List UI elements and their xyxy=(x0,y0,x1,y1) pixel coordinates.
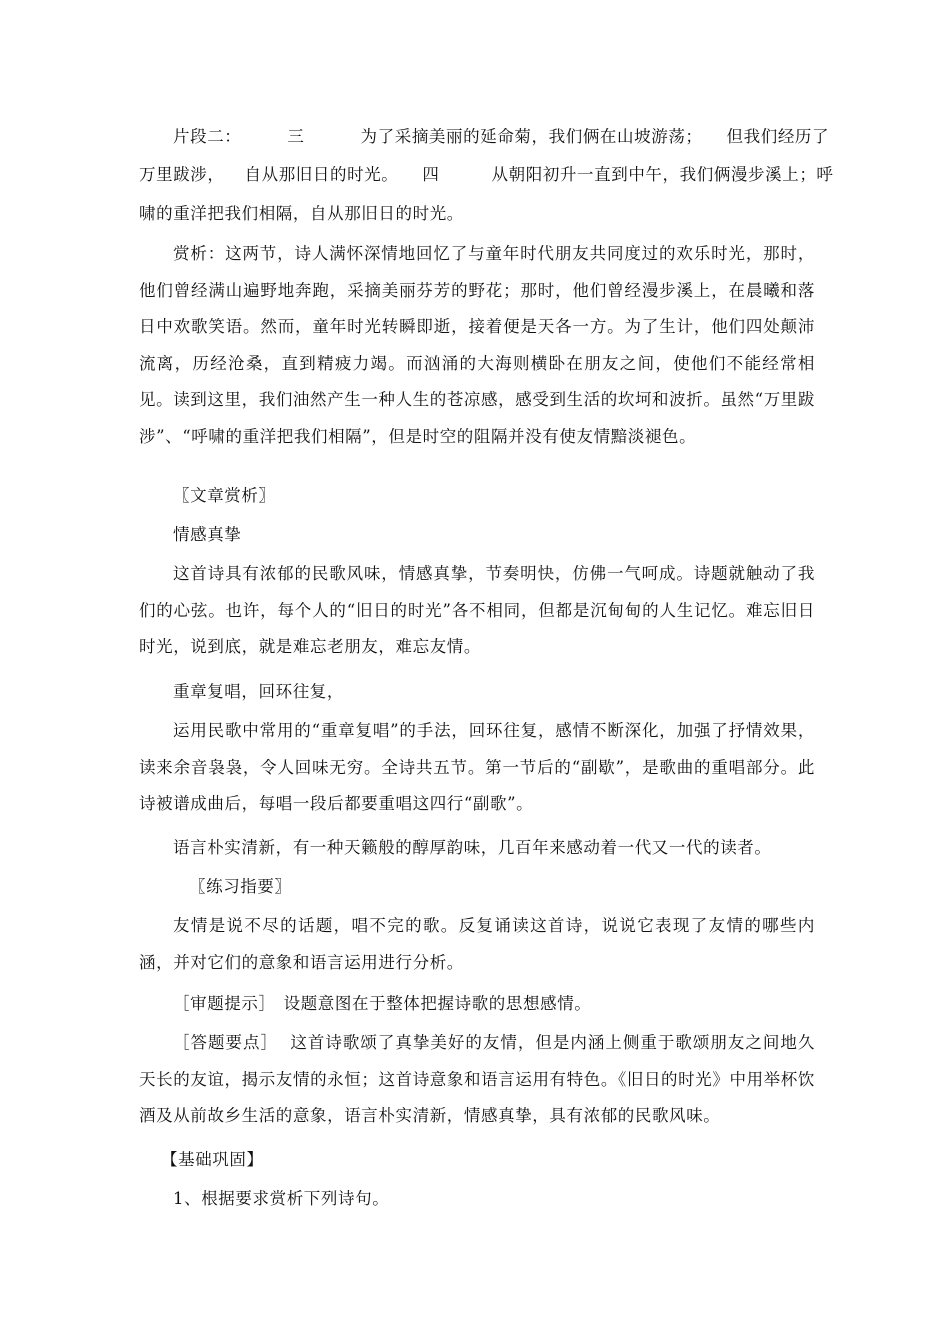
heading-text: 〖练习指要〗 xyxy=(189,877,292,896)
verse-text: 自从那旧日的时光。 xyxy=(244,165,399,184)
paragraph-sincere-emotion: 这首诗具有浓郁的民歌风味，情感真挚，节奏明快，仿佛一气呵成。诗题就触动了我们的心弦。也许，每个人的“旧日的时光”各不相同，但都是沉甸甸的人生记忆。难忘旧日时光，说到底，就是难忘老朋友，难忘友情。 xyxy=(139,564,815,656)
excerpt-label: 片段二： xyxy=(173,127,242,146)
stanza-number-four: 四 xyxy=(422,165,440,184)
heading-text: 〖文章赏析〗 xyxy=(173,486,276,505)
verse-text: 从朝阳初升一直到中午，我们俩漫步溪上；呼 xyxy=(491,165,834,184)
section-heading-exercise-guide xyxy=(139,869,815,906)
verse-text: 为了采摘美丽的延命菊，我们俩在山坡游荡； xyxy=(360,127,703,146)
paragraph-topic-hint xyxy=(139,986,815,1023)
paragraph-appreciation: 赏析：这两节，诗人满怀深情地回忆了与童年时代朋友共同度过的欢乐时光，那时，他们曾经满山遍野地奔跑，采摘美丽芬芳的野花；那时，他们曾经漫步溪上，在晨曦和落日中欢歌笑语。然而，童年时光转瞬即逝，接着便是天各一方。为了生计，他们四处颠沛流离，历经沧桑，直到精疲力竭。而汹涌的大海则横卧在朋友之间，使他们不能经常相见。读到这里，我们油然产生一种人生的苍凉感，感受到生活的坎坷和波折。虽然“万里跋涉”、“呼啸的重洋把我们相隔”，但是时空的阻隔并没有使友情黯淡褪色。 xyxy=(139,244,815,446)
answer-points-text: 这首诗歌颂了真挚美好的友情，但是内涵上侧重于歌颂朋友之间地久天长的友谊，揭示友情的永恒；这首诗意象和语言运用有特色。《旧日的时光》中用举杯饮酒及从前故乡生活的意象，语言朴实清新，情感真挚，具有浓郁的民歌风味。 xyxy=(139,1033,815,1125)
heading-text: 【基础巩固】 xyxy=(161,1150,264,1169)
verse-text: 啸的重洋把我们相隔，自从那旧日的时光。 xyxy=(139,204,464,223)
answer-points-label: ［答题要点］ xyxy=(173,1033,278,1052)
paragraph-excerpt-line-3 xyxy=(139,196,815,233)
topic-hint-label: ［审题提示］ xyxy=(173,994,276,1013)
paragraph-exercise: 友情是说不尽的话题，唱不完的歌。反复诵读这首诗，说说它表现了友情的哪些内涵，并对它们的意象和语言运用进行分析。 xyxy=(139,916,815,972)
paragraph-question-1 xyxy=(139,1181,815,1218)
verse-text: 但我们经历了 xyxy=(726,127,830,146)
heading-text: 重章复唱，回环往复， xyxy=(173,682,344,701)
paragraph-excerpt-line-1 xyxy=(139,119,830,156)
paragraph-repetition: 运用民歌中常用的“重章复唱”的手法，回环往复，感情不断深化，加强了抒情效果，读来余音袅袅，令人回味无穷。全诗共五节。第一节后的“副歇”，是歌曲的重唱部分。此诗被谱成曲后，每唱一段后都要重唱这四行“副歌”。 xyxy=(139,721,815,813)
paragraph-answer-points xyxy=(139,1025,815,1135)
subheading-repetition xyxy=(139,674,815,711)
subheading-sincere-emotion xyxy=(139,517,815,554)
section-heading-article-appreciation xyxy=(139,478,815,515)
paragraph-excerpt-line-2 xyxy=(139,157,834,194)
question-text: 1、根据要求赏析下列诗句。 xyxy=(173,1189,390,1208)
heading-text: 情感真挚 xyxy=(173,525,242,544)
section-heading-basic-consolidation xyxy=(139,1142,815,1179)
stanza-number-three: 三 xyxy=(287,127,305,146)
verse-text: 万里跋涉， xyxy=(139,165,225,184)
topic-hint-text: 设题意图在于整体把握诗歌的思想感情。 xyxy=(283,994,592,1013)
paragraph-language: 语言朴实清新，有一种天籁般的醇厚韵味，几百年来感动着一代又一代的读者。 xyxy=(173,838,772,857)
